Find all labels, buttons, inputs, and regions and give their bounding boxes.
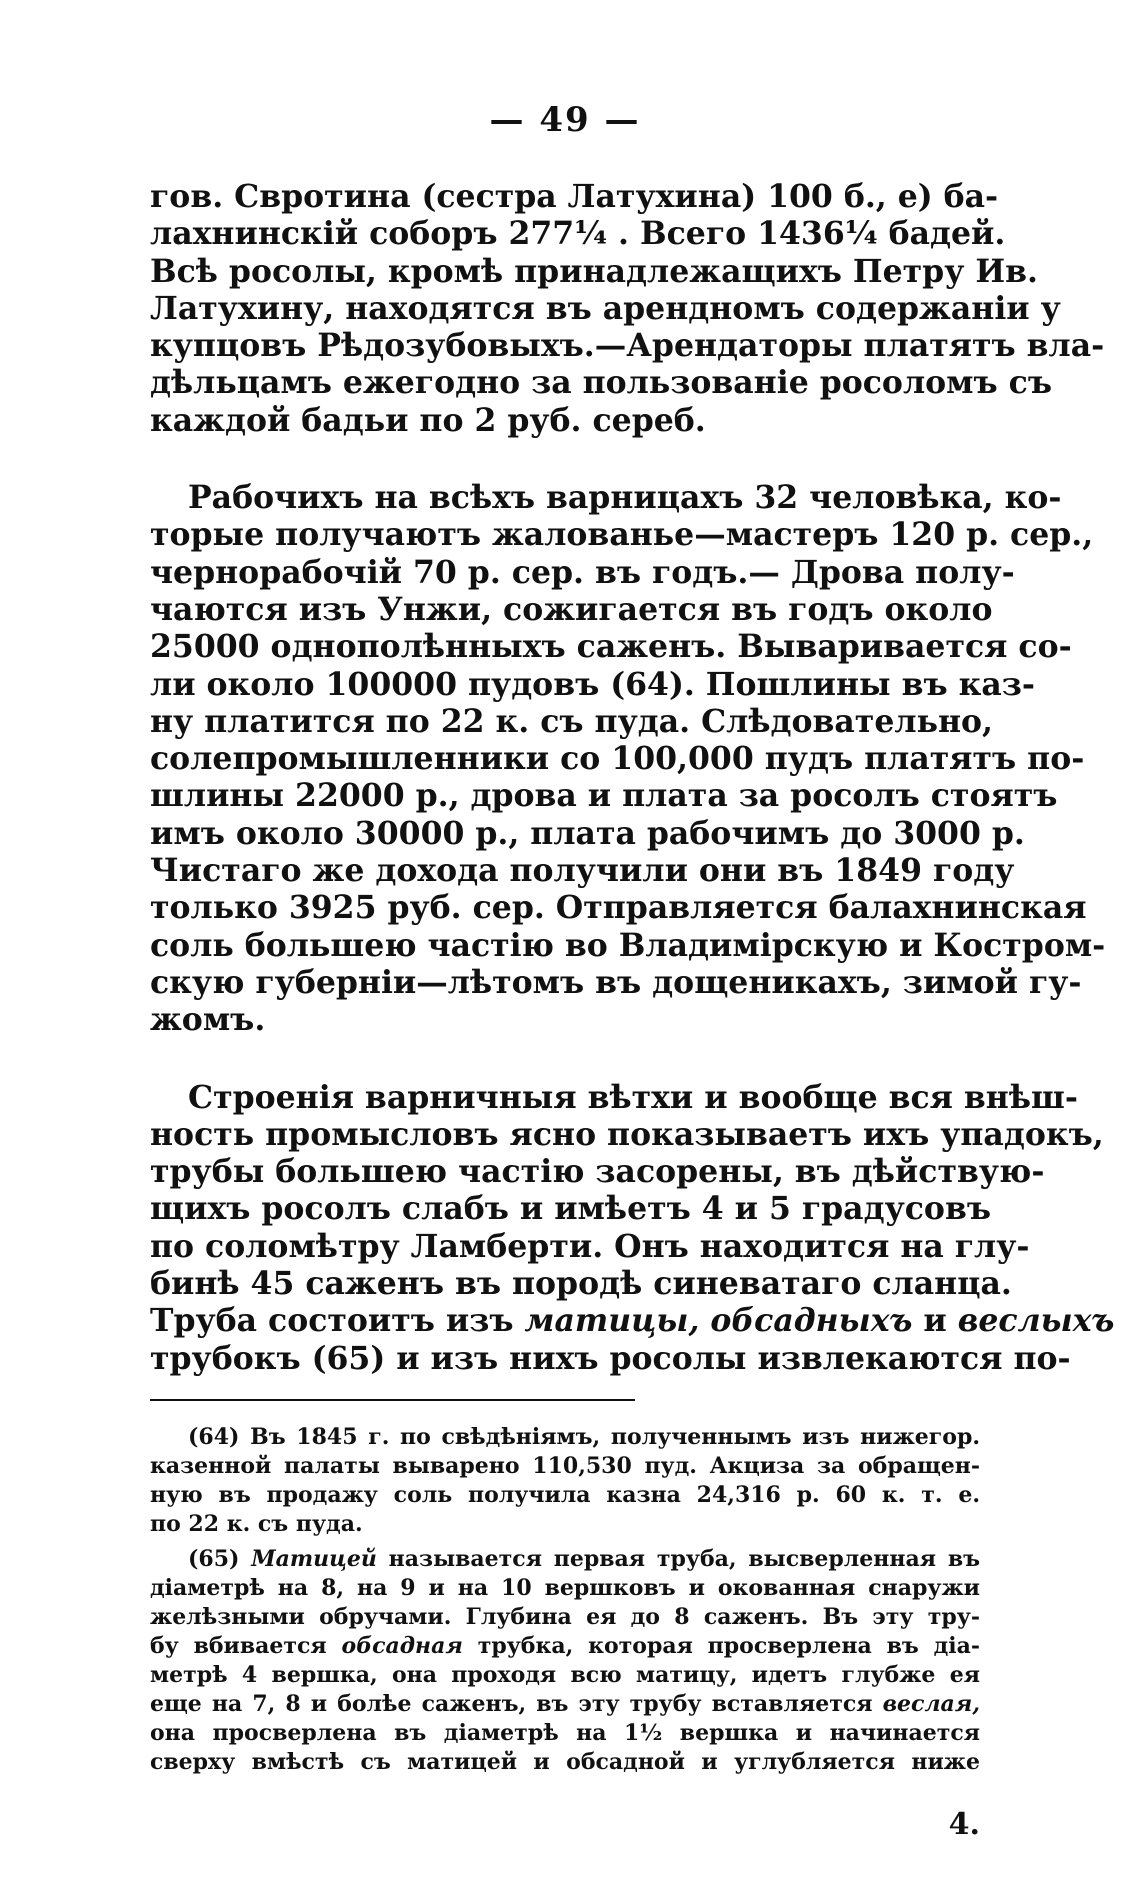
text-line: Строенія варничныя вѣтхи и вообще вся внѣш- — [188, 1078, 1078, 1116]
text-line: соль большею частію во Владимірскую и Костром- — [150, 926, 1106, 964]
text-fragment: трубка, которая просверлена въ діа- — [477, 1632, 980, 1659]
italic-term: веслыхъ — [957, 1302, 1115, 1340]
text-line: трубокъ (65) и изъ нихъ росолы извлекаются по- — [150, 1339, 1071, 1377]
text-fragment: еще на 7, 8 и болѣе саженъ, въ эту трубу вставляется — [150, 1690, 873, 1717]
text-line: Чистаго же дохода получили они въ 1849 году — [150, 852, 1015, 890]
text-fragment: бу вбивается — [150, 1632, 327, 1659]
text-line: дѣльцамъ ежегодно за пользованіе росоломъ съ — [150, 364, 1052, 402]
footnote-line: метрѣ 4 вершка, она проходя всю матицу, идетъ глубже ея — [150, 1661, 980, 1688]
text-line: бинѣ 45 саженъ въ породѣ синеватаго сланца. — [150, 1265, 1012, 1303]
text-line: чаются изъ Унжи, сожигается въ годъ около — [150, 590, 993, 628]
footnote-line: казенной палаты выварено 110,530 пуд. Акциза за обращен- — [150, 1452, 980, 1479]
text-line: солепромышленники со 100,000 пудъ платятъ по- — [150, 740, 1085, 778]
footnote-line — [150, 1545, 980, 1574]
text-line: скую губерніи—лѣтомъ въ дощеникахъ, зимой гу- — [150, 963, 1082, 1001]
text-line: имъ около 30000 р., плата рабочимъ до 3000 р. — [150, 814, 1025, 852]
text-line: лахнинскій соборъ 277¼ . Всего 1436¼ бадей. — [150, 215, 1006, 253]
italic-term: обсадныхъ — [710, 1302, 913, 1340]
text-line: торые получаютъ жалованье—мастеръ 120 р. сер., — [150, 516, 1094, 554]
text-line: ли около 100000 пудовъ (64). Пошлины въ каз- — [150, 665, 1035, 703]
text-line: чернорабочій 70 р. сер. въ годъ.— Дрова полу- — [150, 553, 1015, 591]
text-fragment: называется первая труба, высверленная въ — [388, 1545, 981, 1572]
text-line: трубы большею частію засорены, въ дѣйствую- — [150, 1153, 1045, 1191]
text-line: только 3925 руб. сер. Отправляется балахнинская — [150, 889, 1087, 927]
page-number-header: — 49 — — [489, 100, 641, 140]
footnote-line: діаметрѣ на 8, на 9 и на 10 вершковъ и окованная снаружи — [150, 1574, 980, 1601]
italic-term: матицы, — [524, 1302, 700, 1340]
footnote-64 — [150, 1423, 980, 1539]
footnote-line: желѣзными обручами. Глубина ея до 8 саженъ. Въ эту тру- — [150, 1603, 980, 1630]
footnote-divider — [150, 1399, 635, 1401]
text-line: Латухину, находятся въ арендномъ содержаніи у — [150, 289, 1061, 327]
text-line: каждой бадьи по 2 руб. сереб. — [150, 401, 706, 439]
text-fragment: (65) — [188, 1545, 240, 1572]
text-line: щихъ росолъ слабъ и имѣетъ 4 и 5 градусовъ — [150, 1190, 991, 1228]
footnote-line: (64) Въ 1845 г. по свѣдѣніямъ, полученнымъ изъ нижегор. — [188, 1423, 980, 1450]
footnote-line — [150, 1690, 980, 1719]
paragraph-3 — [150, 1078, 1115, 1377]
footnote-line: по 22 к. съ пуда. — [150, 1510, 363, 1537]
text-line: жомъ. — [150, 1001, 266, 1039]
paragraph-2 — [150, 479, 1106, 1039]
footnote-line: ную въ продажу соль получила казна 24,316 р. 60 к. т. е. — [150, 1481, 980, 1508]
text-line: по соломѣтру Ламберти. Онъ находится на глу- — [150, 1227, 1030, 1265]
text-line: гов. Свротина (сестра Латухина) 100 б., е) ба- — [150, 178, 999, 215]
footnote-line: она просверлена въ діаметрѣ на 1½ вершка и начинается — [150, 1719, 980, 1746]
text-line-with-italics — [150, 1302, 1115, 1340]
text-fragment: Труба состоитъ изъ — [150, 1302, 514, 1340]
footnote-line — [150, 1632, 980, 1661]
italic-term: веслая, — [882, 1690, 980, 1717]
text-line: Всѣ росолы, кромѣ принадлежащихъ Петру Ив. — [150, 252, 1038, 290]
signature-mark: 4. — [948, 1806, 980, 1842]
book-page — [150, 100, 1115, 1847]
text-line: шлины 22000 р., дрова и плата за росолъ стоятъ — [150, 777, 1058, 815]
text-line: Рабочихъ на всѣхъ варницахъ 32 человѣка, ко- — [188, 479, 1062, 517]
italic-term: Матицей — [251, 1545, 377, 1572]
text-line: ну платится по 22 к. съ пуда. Слѣдовательно, — [150, 702, 993, 740]
text-line: купцовъ Рѣдозубовыхъ.—Арендаторы платятъ вла- — [150, 327, 1105, 365]
paragraph-1 — [150, 178, 1105, 439]
text-line: 25000 однополѣнныхъ саженъ. Вываривается со- — [150, 628, 1072, 666]
text-line: ность промысловъ ясно показываетъ ихъ упадокъ, — [150, 1115, 1104, 1153]
footnote-65 — [150, 1545, 980, 1777]
footnote-line: сверху вмѣстѣ съ матицей и обсадной и углубляется ниже — [150, 1748, 980, 1775]
italic-term: обсадная — [341, 1632, 463, 1659]
text-fragment: и — [923, 1302, 947, 1340]
